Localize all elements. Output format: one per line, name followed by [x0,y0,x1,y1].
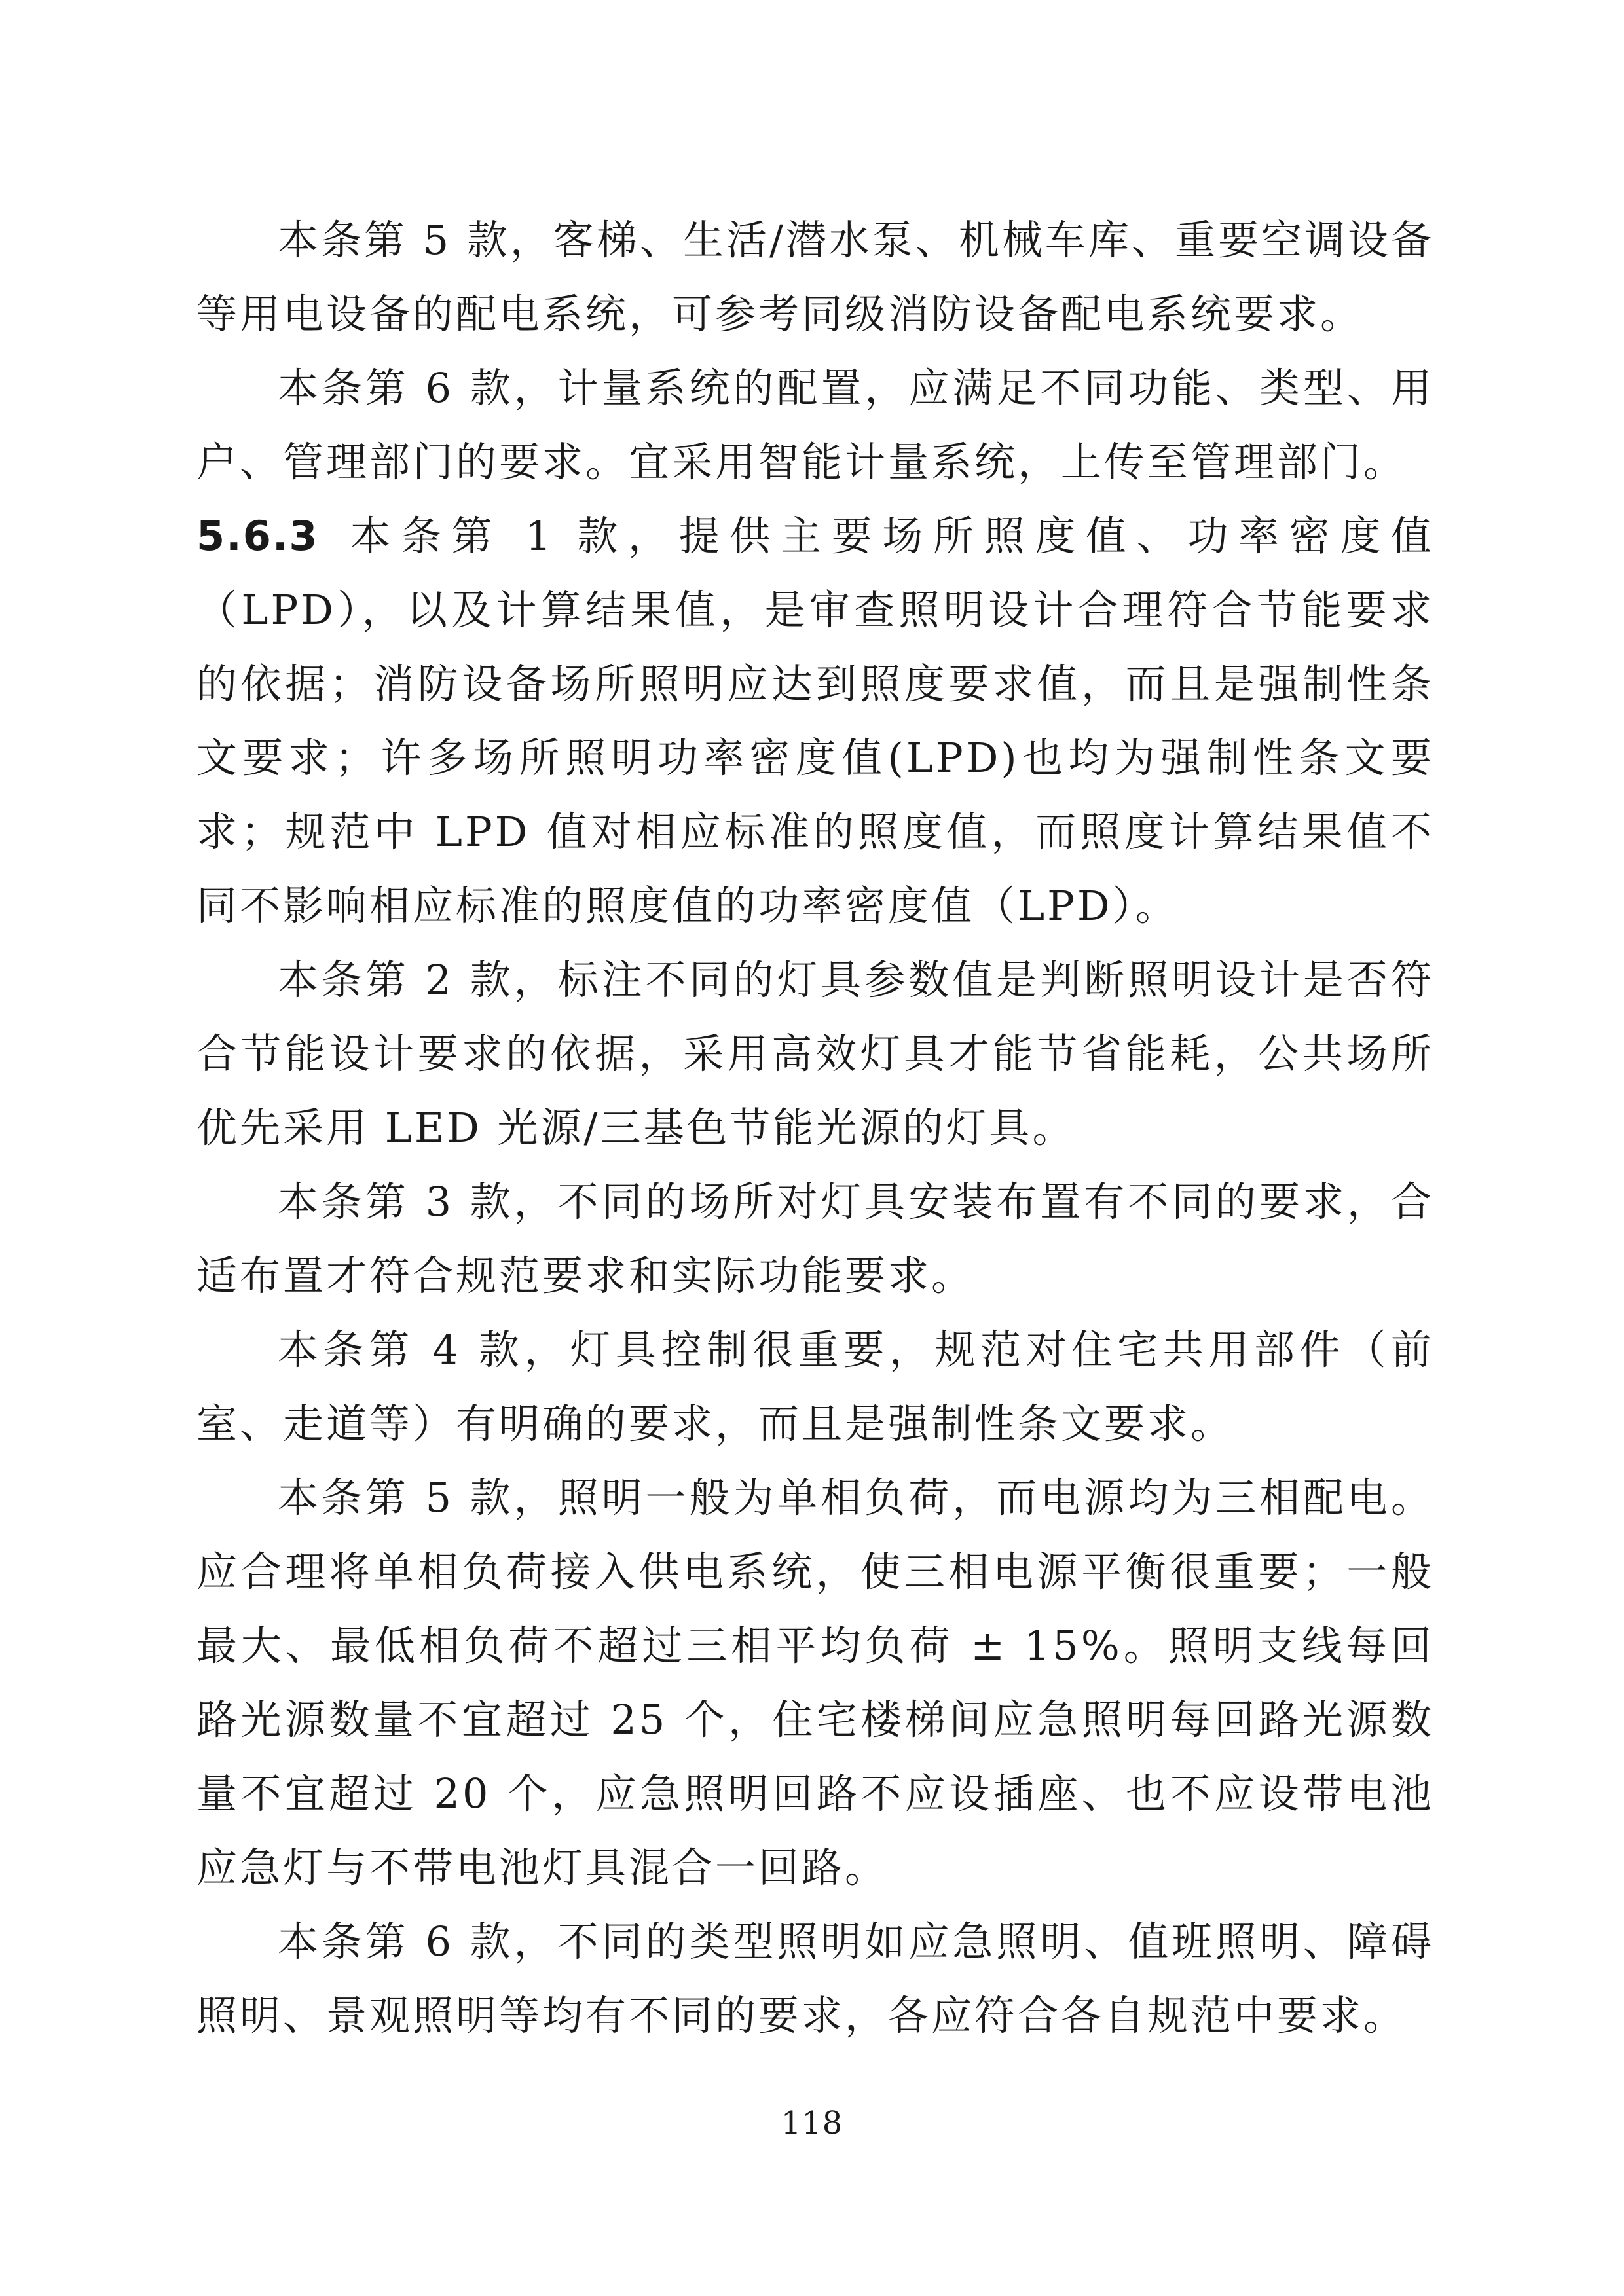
paragraph-5-6-3-item-4 [196,1313,1434,1461]
paragraph-5-6-3-item-3 [196,1165,1434,1313]
paragraph-text: 本条第 3 款，不同的场所对灯具安装布置有不同的要求，合适布置才符合规范要求和实际功能要求。 [196,1178,1434,1300]
paragraph-5-6-3-item-5 [196,1461,1434,1904]
paragraph-text: 本条第 6 款，计量系统的配置，应满足不同功能、类型、用户、管理部门的要求。宜采用智能计量系统，上传至管理部门。 [196,364,1434,486]
body-text [196,203,1434,2052]
paragraph-5-6-3-item-6 [196,1904,1434,2052]
paragraph-text: 本条第 2 款，标注不同的灯具参数值是判断照明设计是否符合节能设计要求的依据，采用高效灯具才能节省能耗，公共场所优先采用 LED 光源/三基色节能光源的灯具。 [196,956,1434,1152]
paragraph-5-6-3-item-1 [196,499,1434,943]
page-number: 118 [781,2105,843,2141]
paragraph-5-6-2-item-6 [196,351,1434,499]
paragraph-text: 本条第 5 款，照明一般为单相负荷，而电源均为三相配电。应合理将单相负荷接入供电系统，使三相电源平衡很重要；一般最大、最低相负荷不超过三相平均负荷 ± 15%。照明支线每回路光源数量不宜超过 25 个，住宅楼梯间应急照明每回路光源数量不宜超过 20 个，应急照明回路不应设插座、也不应设带电池应急灯与不带电池灯具混合一回路。 [196,1474,1434,1891]
paragraph-text: 本条第 4 款，灯具控制很重要，规范对住宅共用部件（前室、走道等）有明确的要求，而且是强制性条文要求。 [196,1326,1434,1448]
paragraph-text: 本条第 6 款，不同的类型照明如应急照明、值班照明、障碍照明、景观照明等均有不同的要求，各应符合各自规范中要求。 [196,1918,1434,2039]
paragraph-text: 本条第 5 款，客梯、生活/潜水泵、机械车库、重要空调设备等用电设备的配电系统，可参考同级消防设备配电系统要求。 [196,216,1434,338]
paragraph-5-6-3-item-2 [196,943,1434,1165]
clause-number: 5.6.3 [196,512,319,560]
paragraph-text: 本条第 1 款，提供主要场所照度值、功率密度值（LPD），以及计算结果值，是审查照明设计合理符合节能要求的依据；消防设备场所照明应达到照度要求值，而且是强制性条文要求；许多场所照明功率密度值(LPD)也均为强制性条文要求；规范中 LPD 值对相应标准的照度值，而照度计算结果值不同不影响相应标准的照度值的功率密度值（LPD）。 [196,512,1434,930]
paragraph-5-6-2-item-5 [196,203,1434,351]
